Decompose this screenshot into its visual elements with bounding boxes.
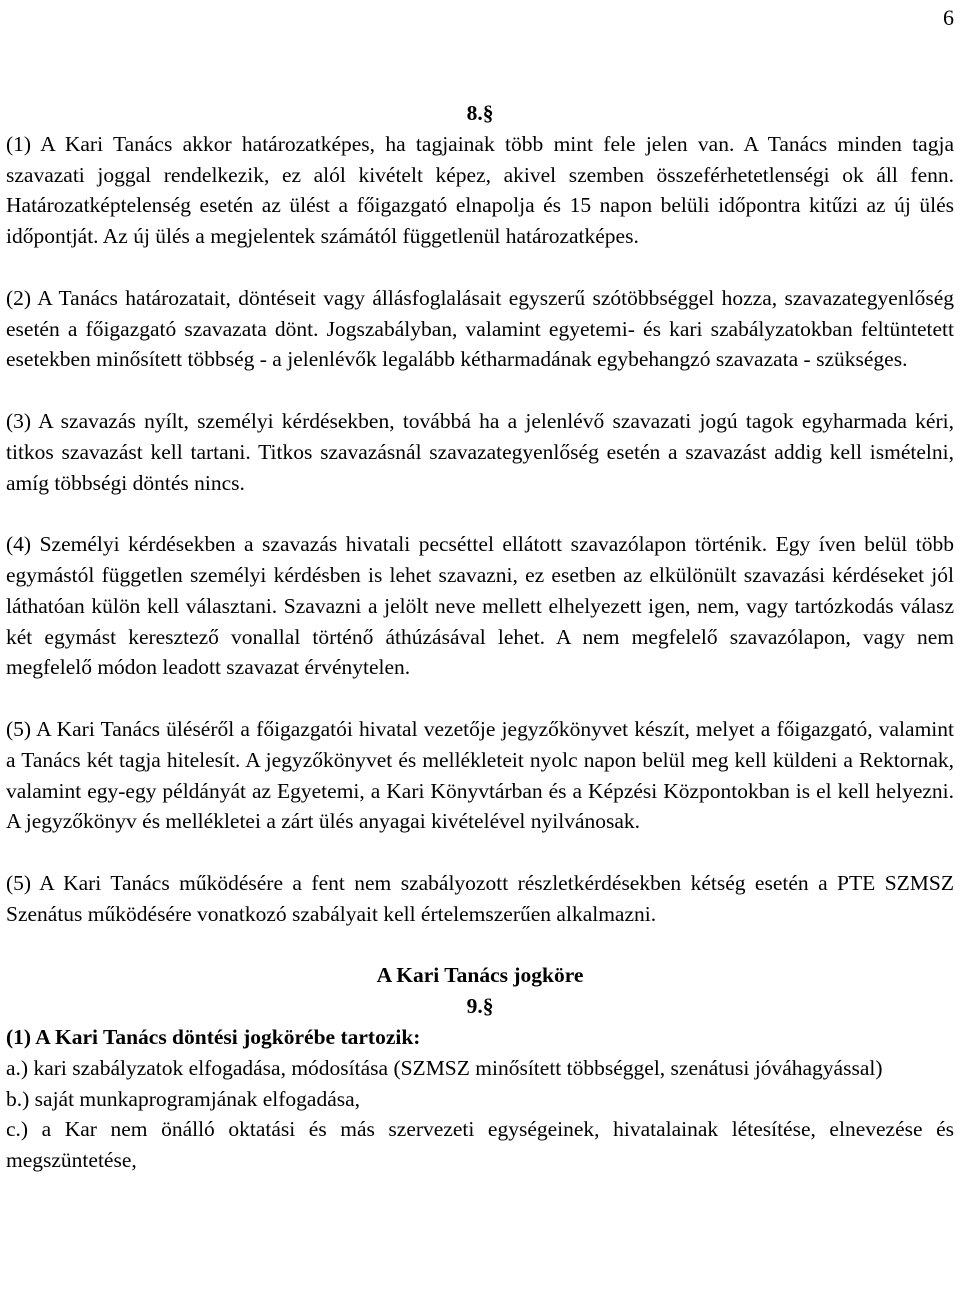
page-number: 6: [943, 5, 954, 30]
section-8-paragraph-5: (5) A Kari Tanács üléséről a főigazgatói hivatal vezetője jegyzőkönyvet készít, melyet a főigazgató, valamint a Tanács két tagja hitelesít. A jegyzőkönyvet és mellékleteit nyolc napon belül meg kell küldeni a Rektornak, valamint egy-egy példányát az Egyetemi, a Kari Könyvtárban és a Képzési Központokban is el kell helyezni. A jegyzőkönyv és mellékletei a zárt ülés anyagai kivételével nyilvánosak.: [6, 716, 954, 834]
paragraph-gap: [6, 930, 954, 961]
section-8-paragraph-1: (1) A Kari Tanács akkor határozatképes, ha tagjainak több mint fele jelen van. A Tanács minden tagja szavazati joggal rendelkezik, ez alól kivételt képez, akivel szemben összeférhetetlenségi ok áll fenn. Határozatképtelenség esetén az ülést a főigazgató elnapolja és 15 napon belüli időpontra kitűzi az új ülés időpontját. Az új ülés a megjelentek számától függetlenül határozatképes.: [6, 131, 954, 249]
paragraph-gap: [6, 683, 954, 714]
paragraph-gap: [6, 252, 954, 283]
section-9-item-c: c.) a Kar nem önálló oktatási és más szervezeti egységeinek, hivatalainak létesítése, elnevezése és megszüntetése,: [6, 1117, 954, 1173]
section-9-title: 9.§: [466, 994, 494, 1019]
section-8-paragraph-2: (2) A Tanács határozatait, döntéseit vagy állásfoglalásait egyszerű szótöbbséggel hozza, szavazategyenlőség esetén a főigazgató szavazata dönt. Jogszabályban, valamint egyetemi- és kari szabályzatokban feltüntetett esetekben minősített többség - a jelenlévők legalább kétharmadának egybehangzó szavazata - szükséges.: [6, 285, 954, 372]
paragraph-gap: [6, 375, 954, 406]
section-9-heading: A Kari Tanács jogköre: [376, 963, 584, 988]
paragraph-gap: [6, 837, 954, 868]
section-8-paragraph-6: (5) A Kari Tanács működésére a fent nem szabályozott részletkérdésekben kétség esetén a PTE SZMSZ Szenátus működésére vonatkozó szabályait kell értelemszerűen alkalmazni.: [6, 870, 954, 926]
section-8-paragraph-3: (3) A szavazás nyílt, személyi kérdésekben, továbbá ha a jelenlévő szavazati jogú tagok egyharmada kéri, titkos szavazást kell tartani. Titkos szavazásnál szavazategyenlőség esetén a szavazást addig kell ismételni, amíg többségi döntés nincs.: [6, 408, 954, 495]
section-9-item-a: a.) kari szabályzatok elfogadása, módosítása (SZMSZ minősített többséggel, szenátusi jóváhagyással): [6, 1055, 883, 1080]
paragraph-gap: [6, 498, 954, 529]
section-8-paragraph-4: (4) Személyi kérdésekben a szavazás hivatali pecséttel ellátott szavazólapon történik. Egy íven belül több egymástól független személyi kérdésben is lehet szavazni, ez esetben az elkülönült szavazási kérdéseket jól láthatóan külön kell választani. Szavazni a jelölt neve mellett elhelyezett igen, nem, vagy tartózkodás válasz két egymást keresztező vonallal történő áthúzásával lehet. A nem megfelelő szavazólapon, vagy nem megfelelő módon leadott szavazat érvénytelen.: [6, 532, 954, 680]
section-9-item-b: b.) saját munkaprogramjának elfogadása,: [6, 1086, 361, 1111]
section-8-title: 8.§: [466, 101, 494, 125]
section-9-subheading: (1) A Kari Tanács döntési jogkörébe tartozik:: [6, 1024, 421, 1049]
